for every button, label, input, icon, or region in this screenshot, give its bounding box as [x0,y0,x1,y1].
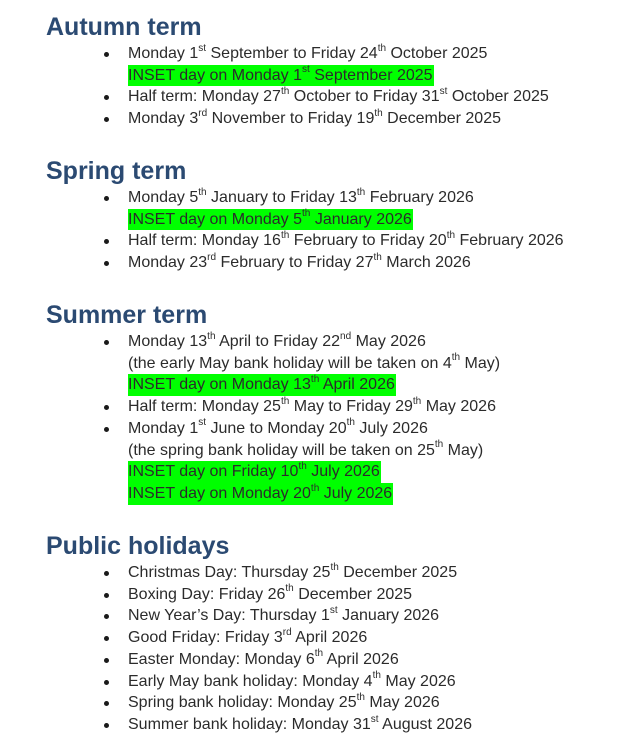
inset-day-line [128,374,621,396]
bullet-icon [104,636,109,641]
inset-day-line [128,461,621,483]
bullet-icon [104,658,109,663]
ordinal-suffix: th [198,186,207,198]
inset-day-line [128,65,621,87]
line-text: January 2026 [310,210,412,228]
date-line [128,562,621,584]
date-line [128,692,621,714]
line-text: April to Friday 22 [215,333,341,350]
date-line [128,252,621,274]
line-text: Monday 13 [128,333,208,350]
line-text: Easter Monday: Monday 6 [128,650,315,668]
ordinal-suffix: th [314,648,324,660]
ordinal-suffix: th [434,439,444,451]
date-line [128,108,621,130]
inset-day-line [128,483,621,505]
line-text: September to Friday 24 [206,45,378,62]
list-item [0,714,621,736]
line-text: December 2025 [382,110,501,128]
autumn-term-heading: Autumn term [46,13,202,41]
date-line [128,86,621,108]
date-line [128,418,621,440]
list-item [0,649,621,671]
line-text: May 2026 [351,333,426,350]
bullet-icon [104,427,109,432]
ordinal-suffix: th [302,208,311,220]
line-text: INSET day on Monday 5 [128,210,303,228]
ordinal-suffix: th [356,691,365,703]
date-line [128,627,621,649]
line-text: Half term: Monday 25 [128,398,281,416]
line-text: Boxing Day: Friday 26 [128,585,286,603]
line-text: (the early May bank holiday will be taken on 4 [128,354,452,372]
bullet-icon [104,405,109,410]
ordinal-suffix: rd [282,626,292,638]
line-text: Monday 1 [128,419,199,437]
ordinal-suffix: st [198,417,207,429]
date-line [128,605,621,627]
bullet-icon [104,261,109,266]
line-text: May 2026 [380,672,456,690]
bullet-icon [104,239,109,244]
line-text: February 2026 [455,232,564,250]
summer-term-heading: Summer term [46,301,208,329]
ordinal-suffix: rd [207,251,217,263]
ordinal-suffix: th [207,330,216,342]
line-text: July 2026 [319,484,393,502]
ordinal-suffix: st [370,713,379,725]
line-text: Monday 1 [128,45,199,62]
line-text: INSET day on Monday 20 [128,484,311,502]
list-item [0,584,621,606]
line-text: April 2026 [323,650,399,668]
bullet-icon [104,571,109,576]
ordinal-suffix: th [280,395,290,407]
line-text: May 2026 [421,398,496,416]
list-item [0,230,621,252]
line-text: Monday 3 [128,110,199,128]
line-text: September 2025 [309,66,433,84]
bullet-icon [104,117,109,122]
ordinal-suffix: th [310,482,320,494]
bullet-icon [104,196,109,201]
line-text: May 2026 [364,694,440,712]
list-item [0,331,621,396]
date-line [128,43,621,65]
line-text: October 2025 [386,45,488,62]
ordinal-suffix: th [346,417,355,429]
bullet-icon [104,680,109,685]
ordinal-suffix: th [374,107,383,119]
line-text: October to Friday 31 [289,88,440,106]
date-line [128,671,621,693]
ordinal-suffix: nd [340,330,352,342]
ordinal-suffix: th [377,42,387,54]
line-text: INSET day on Monday 13 [128,376,311,394]
spring-term-list [0,187,621,274]
line-text: February to Friday 27 [216,254,374,272]
line-text: March 2026 [381,254,471,272]
spring-term-heading: Spring term [46,157,187,185]
date-line [128,584,621,606]
list-item [0,86,621,108]
line-text: Summer bank holiday: Monday 31 [128,715,371,733]
bullet-icon [104,614,109,619]
ordinal-suffix: th [356,186,366,198]
ordinal-suffix: th [310,374,320,386]
line-text: January 2026 [337,607,440,625]
date-line [128,187,621,209]
line-text: November to Friday 19 [207,110,375,128]
line-text: June to Monday 20 [206,419,347,437]
bullet-icon [104,95,109,100]
line-text: Christmas Day: Thursday 25 [128,564,331,581]
line-text: January to Friday 13 [206,189,357,206]
line-text: May) [460,354,501,372]
ordinal-suffix: th [285,583,294,595]
ordinal-suffix: th [280,230,290,242]
line-text: May to Friday 29 [289,398,413,416]
ordinal-suffix: st [302,64,310,76]
list-item [0,43,621,86]
ordinal-suffix: st [198,42,207,54]
list-item [0,108,621,130]
line-text: Half term: Monday 16 [128,232,281,250]
ordinal-suffix: th [412,395,422,407]
ordinal-suffix: th [373,251,382,263]
line-text: April 2026 [291,629,368,647]
summer-term-list [0,331,621,505]
list-item [0,187,621,230]
date-line [128,396,621,418]
inset-day-line [128,209,621,231]
list-item [0,418,621,505]
line-text: Monday 5 [128,189,199,206]
date-line [128,331,621,353]
ordinal-suffix: th [372,670,381,682]
list-item [0,627,621,649]
date-line [128,353,621,375]
bullet-icon [104,701,109,706]
line-text: February 2026 [365,189,474,206]
ordinal-suffix: st [439,86,448,98]
list-item [0,562,621,584]
date-line [128,230,621,252]
line-text: October 2025 [447,88,549,106]
line-text: August 2026 [378,715,472,733]
line-text: December 2025 [293,585,413,603]
line-text: (the spring bank holiday will be taken on 25 [128,441,435,459]
ordinal-suffix: th [298,460,307,472]
ordinal-suffix: th [330,561,339,573]
ordinal-suffix: rd [198,107,208,119]
ordinal-suffix: th [451,352,461,364]
date-line [128,649,621,671]
bullet-icon [104,593,109,598]
date-line [128,440,621,462]
ordinal-suffix: th [280,86,290,98]
ordinal-suffix: th [446,230,456,242]
line-text: February to Friday 20 [289,232,447,250]
date-line [128,714,621,736]
public-holidays-list [0,562,621,736]
autumn-term-list [0,43,621,130]
ordinal-suffix: st [329,605,338,617]
list-item [0,671,621,693]
line-text: New Year’s Day: Thursday 1 [128,607,330,625]
line-text: INSET day on Monday 1 [128,66,303,84]
list-item [0,692,621,714]
line-text: July 2026 [306,463,380,481]
list-item [0,605,621,627]
line-text: Early May bank holiday: Monday 4 [128,672,373,690]
line-text: April 2026 [319,376,395,394]
line-text: Half term: Monday 27 [128,88,281,106]
line-text: July 2026 [354,419,428,437]
bullet-icon [104,340,109,345]
list-item [0,396,621,418]
bullet-icon [104,723,109,728]
line-text: December 2025 [338,564,458,581]
public-holidays-heading: Public holidays [46,532,230,560]
line-text: Monday 23 [128,254,208,272]
line-text: INSET day on Friday 10 [128,463,299,481]
list-item [0,252,621,274]
line-text: Good Friday: Friday 3 [128,629,283,647]
line-text: May) [443,441,484,459]
line-text: Spring bank holiday: Monday 25 [128,694,357,712]
bullet-icon [104,52,109,57]
